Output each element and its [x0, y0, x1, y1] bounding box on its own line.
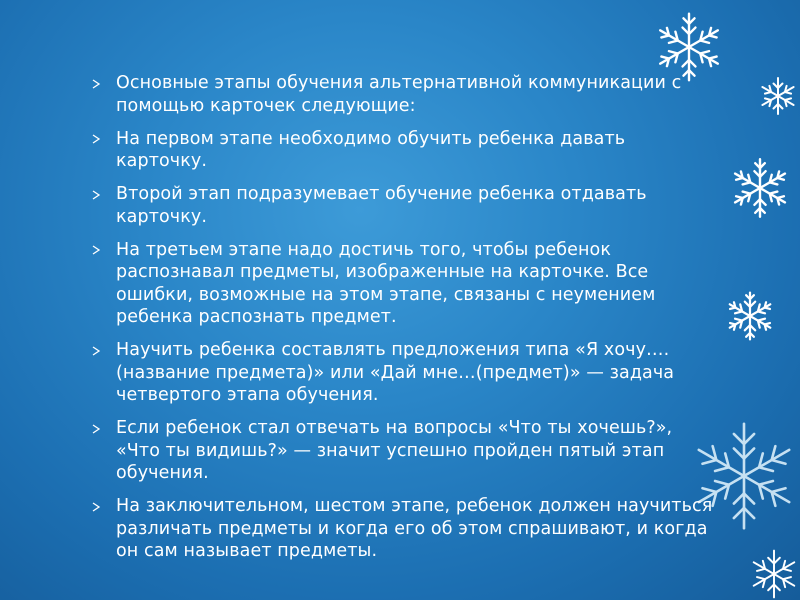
bullet-marker-icon: [90, 495, 116, 518]
list-item: [90, 417, 720, 485]
list-item: [90, 239, 720, 329]
list-item: [90, 72, 720, 117]
bullet-marker-icon: [90, 183, 116, 206]
list-item: [90, 339, 720, 407]
snowflake-icon: [748, 548, 800, 600]
bullet-marker-icon: [90, 72, 116, 95]
bullet-marker-icon: [90, 417, 116, 440]
list-item: [90, 495, 720, 563]
snowflake-icon: [728, 156, 792, 220]
bullet-list: [90, 72, 720, 573]
bullet-text: Научить ребенка составлять предложения типа «Я хочу….(название предмета)» или «Дай мне…(предмет)» — задача четвертого этапа обучения.: [116, 340, 675, 405]
bullet-text: Основные этапы обучения альтернативной коммуникации с помощью карточек следующие:: [116, 73, 682, 116]
bullet-text: Второй этап подразумевает обучение ребенка отдавать карточку.: [116, 184, 647, 227]
bullet-marker-icon: [90, 239, 116, 262]
snowflake-icon: [758, 76, 798, 116]
bullet-marker-icon: [90, 128, 116, 151]
bullet-text: На первом этапе необходимо обучить ребенка давать карточку.: [116, 128, 626, 171]
bullet-marker-icon: [90, 339, 116, 362]
list-item: [90, 183, 720, 228]
snowflake-icon: [724, 290, 776, 342]
bullet-text: Если ребенок стал отвечать на вопросы «Что ты хочешь?», «Что ты видишь?» — значит успешно пройден пятый этап обучения.: [116, 418, 673, 483]
list-item: [90, 128, 720, 173]
bullet-text: На заключительном, шестом этапе, ребенок должен научиться различать предметы и когда его об этом спрашивают, и когда он сам называет предметы.: [116, 496, 713, 561]
bullet-text: На третьем этапе надо достичь того, чтобы ребенок распознавал предметы, изображенные на карточке. Все ошибки, возможные на этом этапе, связаны с неумением ребенка распознать предмет.: [116, 239, 656, 327]
